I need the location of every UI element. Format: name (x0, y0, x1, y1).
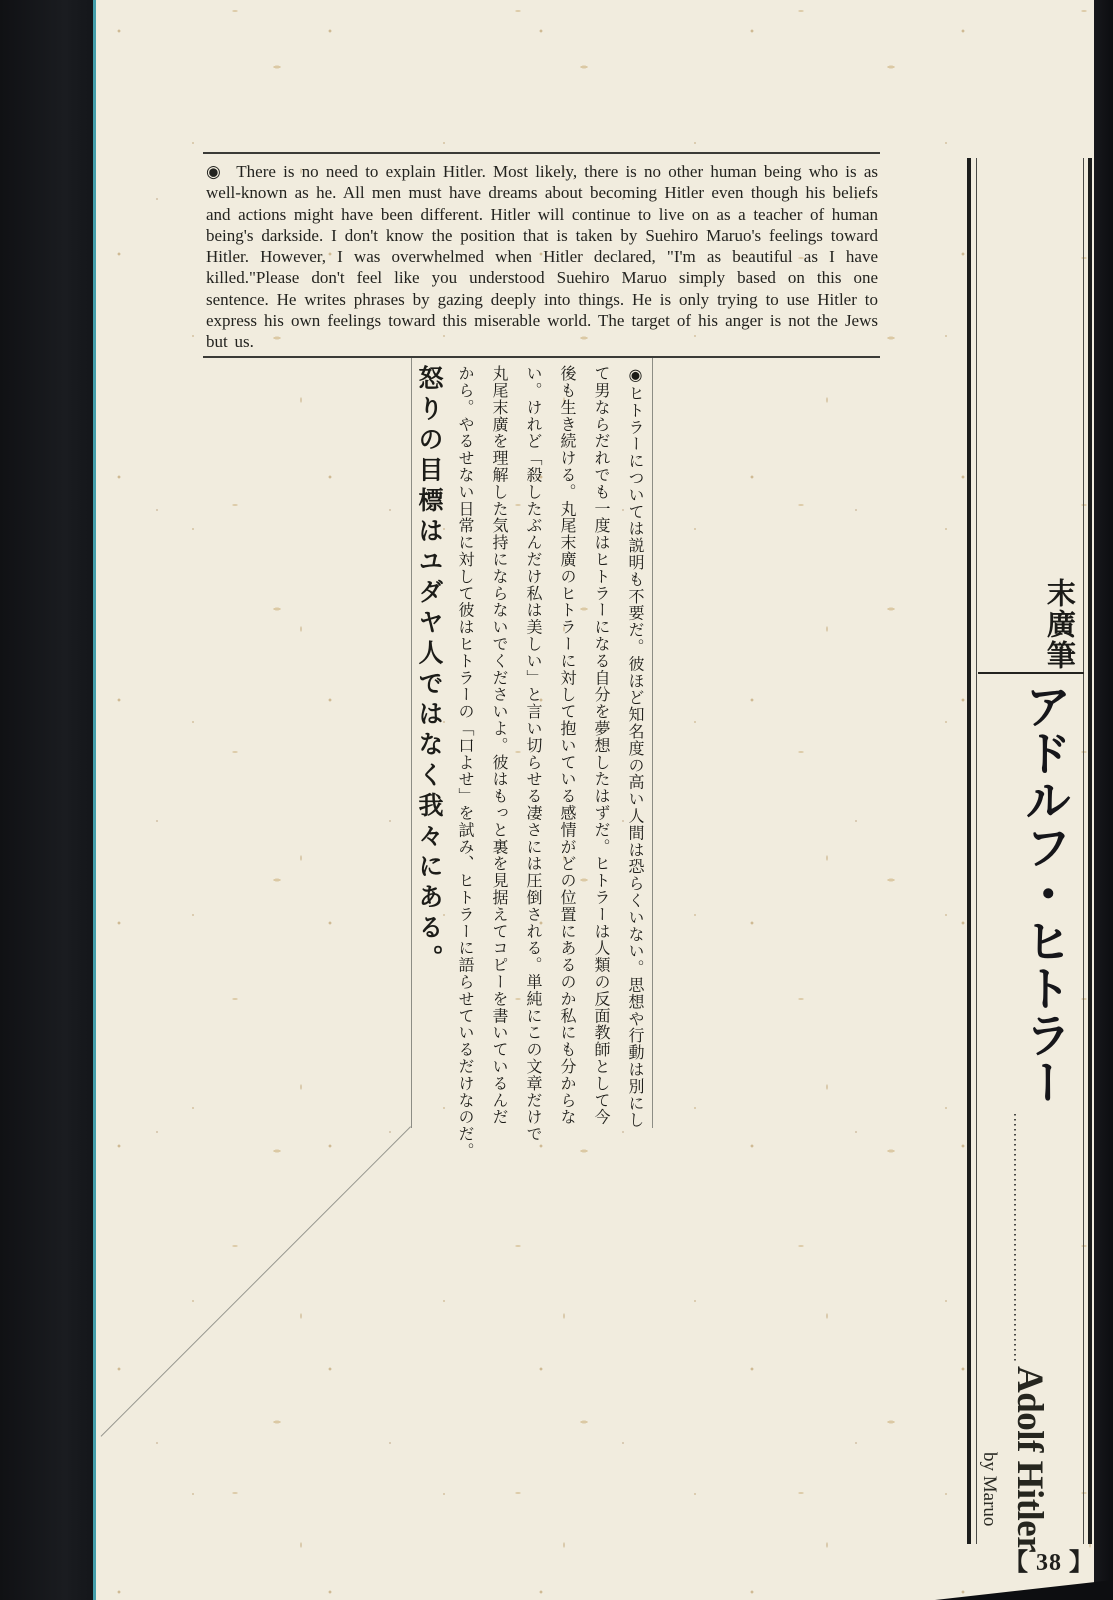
title-column-inner-right-rule (1083, 158, 1084, 1544)
english-intro-text: There is no need to explain Hitler. Most likely, there is no other human being who is as well-known as he. All men must have dreams about becoming Hitler even though his beliefs and actions might have been different. Hitler will continue to live on as a teacher of human being's darkside. I don't know the position that is taken by Suehiro Maruo's feelings toward Hitler. However, I was overwhelmed when Hitler declared, "I'm as beautiful as I have killed."Please don't feel like you understood Suehiro Maruo simply based on this one sentence. He writes phrases by gazing deeply into things. He is only trying to use Hitler to express his own feelings toward this miserable world. The target of his anger is not the Jews but us. (206, 162, 878, 352)
intro-top-rule (203, 152, 880, 154)
page-number: 【 38 】 (1004, 1550, 1094, 1576)
jp-column-6: から。やるせない日常に対して彼はヒトラーの「口よせ」を試み、ヒトラーに語らせているだけなのだ。 (456, 365, 473, 1160)
kicker-divider-rule (978, 672, 1084, 674)
jp-column-1: ◉ヒトラーについては説明も不要だ。彼ほど知名度の高い人間は恐らくいない。思想や行動は別にし (626, 365, 643, 1129)
essay-left-border (411, 358, 412, 1128)
jp-column-4: い。けれど「殺したぶんだけ私は美しい」と言い切らせる凄さには圧倒される。単純にこの文章だけで (524, 365, 541, 1143)
bullseye-icon: ◉ (206, 162, 222, 181)
intro-bottom-rule (203, 356, 880, 358)
teal-page-edge (93, 0, 96, 1600)
latin-title-rotated: Adolf Hitler (1008, 1366, 1050, 1553)
japanese-essay (409, 365, 651, 1165)
jp-column-5: 丸尾末廣を理解した気持にならないでくださいよ。彼はもっと裏を見据えてコピーを書いているんだ (490, 365, 507, 1126)
title-kicker: 末廣筆 (1042, 578, 1075, 671)
title-column-outer-left-rule (967, 158, 971, 1544)
byline-rotated: by Maruo (978, 1452, 1000, 1527)
right-page-edge (1094, 0, 1113, 1600)
english-intro-paragraph (206, 161, 878, 353)
jp-column-7-emphasis: 怒りの目標はユダヤ人ではなく我々にある。 (415, 365, 442, 975)
jp-column-3: 後も生き続ける。丸尾末廣のヒトラーに対して抱いている感情がどの位置にあるのか私にも分からな (558, 365, 575, 1126)
jp-column-2: て男ならだれでも一度はヒトラーになる自分を夢想したはずだ。ヒトラーは人類の反面教師として今 (592, 365, 609, 1126)
essay-right-border (652, 358, 653, 1128)
left-binding-edge (0, 0, 93, 1600)
title-column-inner-left-rule (976, 158, 977, 1544)
title-column-outer-right-rule (1088, 158, 1092, 1544)
dotted-leader-line (1014, 1114, 1016, 1364)
main-title-vertical: アドルフ・ヒトラー (1017, 682, 1070, 1105)
